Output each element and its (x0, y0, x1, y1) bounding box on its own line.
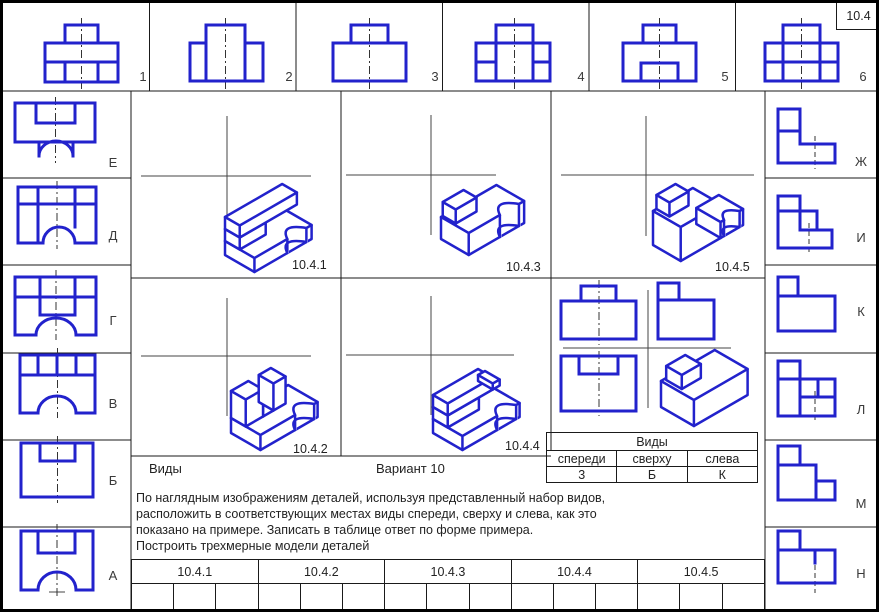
answer-cell[interactable] (427, 584, 469, 610)
answer-header-10-4-2: 10.4.2 (258, 560, 385, 584)
answer-cell[interactable] (722, 584, 764, 610)
answer-cell[interactable] (258, 584, 300, 610)
answer-cell[interactable] (511, 584, 553, 610)
left-view-label-d: Д (108, 228, 118, 243)
answer-cell[interactable] (174, 584, 216, 610)
iso-detail-10-4-5 (653, 184, 743, 261)
right-view-label-n: Н (856, 566, 866, 581)
isometric-drawings (225, 184, 748, 450)
ortho-view-zh (778, 109, 835, 163)
left-view-label-v: В (108, 396, 118, 411)
instruction-line: По наглядным изображениям деталей, используя представленный набор видов, (136, 491, 606, 505)
top-view-number-1: 1 (139, 69, 147, 84)
example-answer-left: К (687, 467, 757, 483)
iso-detail-10-4-2 (231, 368, 318, 450)
ortho-view-l (778, 361, 835, 416)
answer-cell[interactable] (469, 584, 511, 610)
iso-detail-example (661, 350, 748, 426)
top-view-number-6: 6 (859, 69, 867, 84)
example-left-view (658, 283, 714, 339)
page-code: 10.4 (846, 9, 871, 23)
example-answer-front: 3 (547, 467, 617, 483)
right-view-label-l: Л (856, 402, 866, 417)
example-answer-table (546, 432, 758, 483)
answer-cell[interactable] (596, 584, 638, 610)
example-col-front: спереди (547, 451, 617, 467)
iso-label-10-4-3: 10.4.3 (506, 260, 541, 274)
answer-cell[interactable] (216, 584, 258, 610)
answer-table (131, 559, 765, 610)
answer-cell[interactable] (342, 584, 384, 610)
iso-label-10-4-1: 10.4.1 (292, 258, 327, 272)
left-view-label-b: Б (108, 473, 118, 488)
instruction-line: показано на примере. Записать в таблице ответ по форме примера. (136, 523, 534, 537)
answer-cell[interactable] (680, 584, 722, 610)
ortho-view-4 (476, 25, 550, 81)
right-view-label-i: И (856, 230, 866, 245)
instruction-line: Построить трехмерные модели деталей (136, 539, 370, 553)
page-code-box (836, 3, 879, 30)
views-caption: Виды (149, 461, 182, 476)
instructions (136, 490, 636, 554)
example-answer-top: Б (617, 467, 687, 483)
left-view-label-e: Е (108, 155, 118, 170)
answer-cell[interactable] (553, 584, 595, 610)
instruction-line: расположить в соответствующих местах виды спереди, сверху и слева, как это (136, 507, 597, 521)
answer-header-10-4-3: 10.4.3 (385, 560, 512, 584)
answer-cell[interactable] (638, 584, 680, 610)
answer-cell[interactable] (132, 584, 174, 610)
left-view-label-g: Г (109, 313, 117, 328)
iso-detail-10-4-3 (441, 185, 524, 255)
top-view-number-4: 4 (577, 69, 585, 84)
answer-header-10-4-1: 10.4.1 (132, 560, 259, 584)
ortho-view-n (778, 531, 835, 583)
iso-detail-10-4-4 (433, 369, 520, 450)
example-table-title: Виды (547, 433, 758, 451)
ortho-view-m (778, 446, 835, 500)
iso-label-10-4-5: 10.4.5 (715, 260, 750, 274)
iso-label-10-4-4: 10.4.4 (505, 439, 540, 453)
right-view-label-k: К (857, 304, 865, 319)
right-view-label-m: М (855, 496, 867, 511)
answer-header-10-4-5: 10.4.5 (638, 560, 765, 584)
top-view-number-2: 2 (285, 69, 293, 84)
left-view-label-a: А (108, 568, 118, 583)
example-col-left: слева (687, 451, 757, 467)
answer-cell[interactable] (300, 584, 342, 610)
ortho-view-i (778, 196, 832, 248)
answer-cell[interactable] (385, 584, 427, 610)
example-col-top: сверху (617, 451, 687, 467)
answer-header-10-4-4: 10.4.4 (511, 560, 638, 584)
ortho-view-k (778, 277, 835, 331)
right-view-label-zh: Ж (854, 154, 867, 169)
variant-caption: Вариант 10 (376, 461, 445, 476)
iso-label-10-4-2: 10.4.2 (293, 442, 328, 456)
top-view-number-5: 5 (721, 69, 729, 84)
top-view-number-3: 3 (431, 69, 439, 84)
ortho-view-2 (190, 25, 263, 81)
view-hidden-lines (809, 136, 815, 593)
